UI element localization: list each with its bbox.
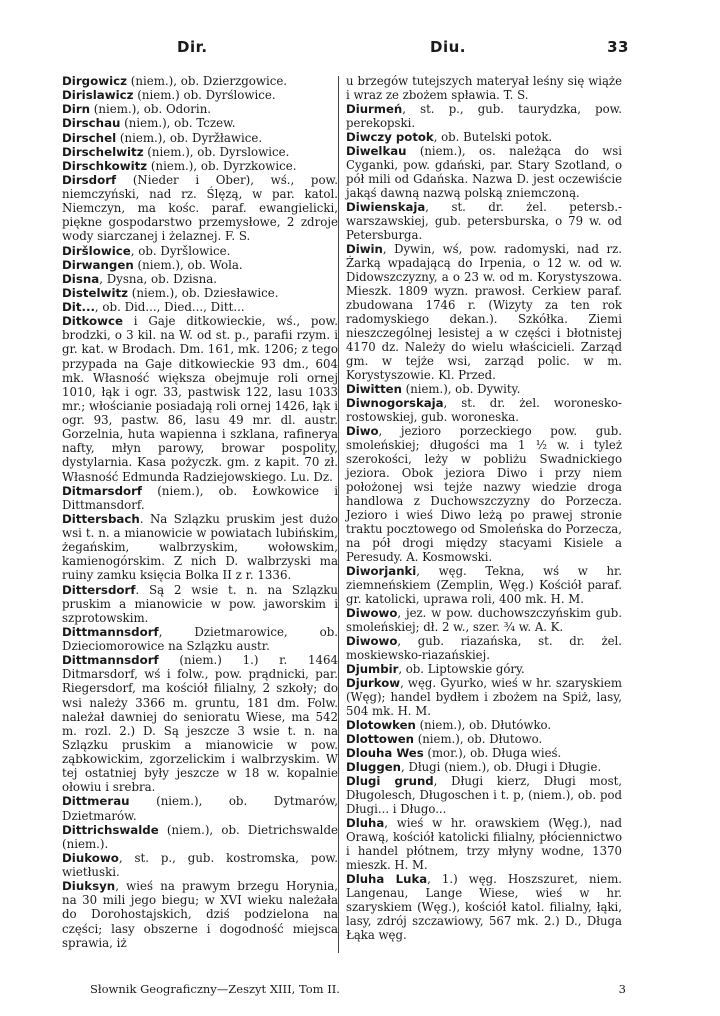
entry-body: (niem.), ob. Wola. <box>133 257 243 272</box>
entry-body: (niem.), ob. Łowkowice i Dittmansdorf. <box>62 483 338 512</box>
entry-headword: Diwo <box>346 424 379 438</box>
dictionary-entry <box>62 286 338 300</box>
entry-body: , ob. Liptowskie góry. <box>398 662 525 676</box>
entry-headword: Ditmarsdorf <box>62 483 143 498</box>
entry-body: . Na Szlązku pruskim jest dużo wsi t. n. a mianowicie w powiatach lubińskim, żegańskim, walbrzyskim, wołowskim, kamienogórskim. Z nich D. walbrzyski ma ruiny zamku księcia Bolka II z r. 1336. <box>62 511 338 583</box>
dictionary-entry <box>62 484 338 512</box>
entry-body: i Gaje ditkowieckie, wś., pow. brodzki, o 3 kil. na W. od st. p., parafii rzym. i gr. kat. w Brodach. Dm. 161, mk. 1206; z tego przypada na Gaje ditkowieckie 93 dm., 604 mk. Własność większa obejmuje roli ornej 1010, łąk i ogr. 33, pastwisk 122, lasu 1033 mr.; włościanie posiadają roli ornej 1426, łąk i ogr. 93, pastw. 86, lasu 49 mr. dl. austr. Gorzelnia, huta wapienna i szklana, rafinerya nafty, młyn parowy, browar pospolity, dystylarnia. Kasa pożyczk. gm. z kapit. 70 zł. Własność Edmunda Radziejowskiego. Lu. Dz. <box>62 314 338 484</box>
dictionary-entry <box>62 794 338 822</box>
entry-body: , st. p., gub. taurydzka, pow. perekopski. <box>346 102 622 130</box>
entry-headword: Diwin <box>346 242 383 256</box>
dictionary-entry <box>346 760 622 774</box>
entry-headword: Diurmeń <box>346 102 403 116</box>
entry-body: (niem.), ob. Dłutowo. <box>414 732 543 746</box>
dictionary-entry <box>62 300 338 314</box>
entry-headword: Diwelkau <box>346 144 407 158</box>
dictionary-entry <box>62 879 338 950</box>
dictionary-entry <box>346 396 622 424</box>
entry-headword: Dlotowken <box>346 718 416 732</box>
entry-body: (niem.), os. należąca do wsi Cyganki, pow. gdański, par. Stary Szotland, o pół mili od Gdańska. Nazwa D. jest oczewiście jakąś dawną nazwą polską zniemczoną. <box>346 144 622 200</box>
entry-body: , węg. Gyurko, wieś w hr. szaryskiem (Węg); handel bydłem i zbożem na Spiż, lasy, 504 mk. H. M. <box>346 676 622 718</box>
entry-headword: Diwowo <box>346 606 398 620</box>
dictionary-entry <box>62 74 338 88</box>
entry-body: , gub. riazańska, st. dr. żel. moskiewsko-riazańskiej. <box>346 634 622 662</box>
entry-headword: Dirwangen <box>62 257 134 272</box>
dictionary-entry <box>346 872 622 942</box>
entry-headword: Dirn <box>62 102 91 117</box>
entry-headword: Djumbir <box>346 662 399 676</box>
dictionary-entry <box>346 382 622 396</box>
entry-headword: Dluha <box>346 816 385 830</box>
dictionary-entry <box>346 676 622 718</box>
dictionary-entry <box>62 823 338 851</box>
entry-headword: Disna <box>62 271 100 286</box>
entry-headword: Dlouha Wes <box>346 746 424 760</box>
dictionary-entry <box>346 144 622 200</box>
entry-headword: Dlottowen <box>346 732 414 746</box>
entry-headword: Diworjanki <box>346 564 417 578</box>
dictionary-entry <box>62 173 338 244</box>
entry-body: (mor.), ob. Długa wieś. <box>423 746 562 760</box>
entry-headword: Dirgowicz <box>62 74 128 88</box>
entry-headword: Diwitten <box>346 382 402 396</box>
dictionary-entry <box>62 116 338 130</box>
dictionary-entry <box>62 131 338 145</box>
dictionary-entry <box>346 424 622 564</box>
entry-body: (niem.) 1.) r. 1464 Ditmarsdorf, wś i folw., pow. prądnicki, par. Riegersdorf, ma kościół filialny, 2 szkoły; do wsi należy 3366 m. gruntu, 181 dm. Folw. należał dawniej do senioratu Wiese, ma 542 m. rozl. 2.) D. Są jeszcze 3 wsie t. n. na Szlązku pruskim a mianowicie w pow. ząbkowickim, zgorzelickim i walbrzyskim. W tej ostatniej były jeszcze w 18 w. kopalnie ołowiu i srebra. <box>62 653 338 795</box>
page-number-top: 33 <box>607 38 629 56</box>
entry-body: u brzegów tutejszych materyał leśny się wiąże i wraz ze zbożem spławia. T. S. <box>346 74 622 102</box>
dictionary-entry <box>62 102 338 116</box>
entry-headword: Dittmannsdorf <box>62 624 159 639</box>
right-column <box>346 74 622 942</box>
entry-headword: Dittersbach <box>62 511 140 526</box>
entry-body: (niem.), ob. Dzierzgowice. <box>127 74 288 88</box>
entry-body: , Długi (niem.), ob. Długi i Długie. <box>401 760 602 774</box>
entry-body: , ob. Butelski potok. <box>433 130 553 144</box>
entry-headword: Dluha Luka <box>346 872 428 886</box>
entry-headword: Dittmerau <box>62 794 130 809</box>
dictionary-entry <box>346 774 622 816</box>
entry-body: , st. dr. żel. woronesko-rostowskiej, gub. woroneska. <box>346 396 622 424</box>
dictionary-entry <box>346 746 622 760</box>
entry-body: , jez. w pow. duchowszczyńskim gub. smoleńskiej; dł. 2 w., szer. ¾ w. A. K. <box>346 606 622 634</box>
dictionary-entry <box>62 244 338 258</box>
dictionary-entry <box>62 314 338 484</box>
dictionary-entry <box>346 102 622 130</box>
dictionary-entry <box>346 200 622 242</box>
entry-headword: Distelwitz <box>62 285 128 300</box>
running-head-center: Diu. <box>430 38 466 56</box>
dictionary-entry <box>62 88 338 102</box>
entry-body: (Nieder i Ober), wś., pow. niemczyński, nad rz. Ślęzą, w par. katol. Niemczyn, ma kośc. paraf. ewangielicki, piękne gospodarstwo przemysłowe, 2 zdroje wody siarczanej i żelaznej. F. S. <box>62 172 338 244</box>
column-divider <box>338 76 339 953</box>
entry-body: . Są 2 wsie t. n. na Szlązku pruskim a mianowicie w pow. jaworskim i szprotowskim. <box>62 582 338 625</box>
dictionary-entry <box>62 653 338 794</box>
entry-body: , 1.) węg. Hoszszuret, niem. Langenau, Lange Wiese, wieś w hr. szaryskiem (Węg.), kościół katol. filialny, łąki, lasy, zdrój szczawiowy, 567 mk. 2.) D., Długa Łąka węg. <box>346 872 623 942</box>
dictionary-entry <box>62 145 338 159</box>
footer-title: Słownik Geograficzny—Zeszyt XIII, Tom II. <box>90 982 340 996</box>
left-column <box>62 74 338 950</box>
entry-headword: Dlugi grund <box>346 774 434 788</box>
footer-page-number: 3 <box>618 982 626 996</box>
entry-headword: Dittmannsdorf <box>62 653 159 668</box>
dictionary-entry <box>346 718 622 732</box>
entry-headword: Dirislawicz <box>62 88 134 103</box>
entry-headword: Dirschau <box>62 116 121 131</box>
dictionary-entry <box>346 242 622 382</box>
entry-body: , Dysna, ob. Dzisna. <box>99 271 218 286</box>
dictionary-entry <box>62 272 338 286</box>
entry-headword: Diwowo <box>346 634 398 648</box>
entry-body: (niem.), ob. Dziesławice. <box>128 285 279 300</box>
entry-headword: Dirsdorf <box>62 172 117 187</box>
dictionary-entry <box>346 606 622 634</box>
dictionary-entry <box>62 625 338 653</box>
entry-body: , Dzietmarowice, ob. Dzieciomorowice na Szlązku austr. <box>62 624 338 653</box>
entry-body: (niem.), ob. Tczew. <box>120 116 236 131</box>
dictionary-entry <box>62 512 338 583</box>
dictionary-entry <box>62 258 338 272</box>
entry-headword: Diukowo <box>62 850 119 865</box>
entry-headword: Diwienskaja <box>346 200 426 214</box>
entry-headword: Dittersdorf <box>62 582 136 597</box>
entry-body: (niem.), ob. Dywity. <box>401 382 521 396</box>
dictionary-entry <box>62 159 338 173</box>
dictionary-entry <box>346 662 622 676</box>
entry-body: , ob. Dyršlowice. <box>130 243 231 258</box>
entry-body: (niem.), ob. Dietrichswalde (niem.). <box>62 822 338 851</box>
entry-headword: Diuksyn <box>62 879 116 894</box>
dictionary-entry <box>346 816 622 872</box>
entry-body: (niem.), ob. Dyrslowice. <box>143 144 290 159</box>
entry-headword: Dirschel <box>62 130 117 145</box>
entry-body: , st. p., gub. kostromska, pow. wietłuski. <box>62 850 338 879</box>
entry-headword: Djurkow <box>346 676 401 690</box>
entry-body: (niem.), ob. Dyrzkowice. <box>147 158 297 173</box>
entry-headword: Diwnogorskaja <box>346 396 444 410</box>
entry-body: , Dywin, wś, pow. radomyski, nad rz. Żarką wpadającą do Irpenia, o 12 w. od w. Didowszczyzny, a o 23 w. od m. Korystyszowa. Mieszk. 1809 wyzn. prawosł. Cerkiew paraf. zbudowana 1746 r. (Wizyty za ten rok radomyskiego dekan.). Szkółka. Ziemi nieszczególnej lesistej a w części i błotnistej 4170 dz. Należy do wielu właścicieli. Zarząd gm. w tejże wsi, zarząd polic. w m. Korystyszowie. Kl. Przed. <box>346 242 622 382</box>
entry-headword: Diwczy potok <box>346 130 434 144</box>
dictionary-entry <box>346 74 622 102</box>
entry-headword: Diršlowice <box>62 243 131 258</box>
dictionary-entry <box>346 130 622 144</box>
dictionary-entry <box>346 564 622 606</box>
entry-body: (niem.), ob. Dytmarów, Dzietmarów. <box>62 794 338 823</box>
entry-headword: Dirschkowitz <box>62 158 148 173</box>
entry-headword: Dluggen <box>346 760 402 774</box>
entry-body: , st. dr. żel. petersb.-warszawskiej, gub. petersburska, o 79 w. od Petersburga. <box>346 200 622 242</box>
entry-body: , Długi kierz, Długi most, Długolesch, Długoschen i t. p, (niem.), ob. pod Długi... i Długo... <box>346 774 622 816</box>
entry-body: , jezioro porzeckiego pow. gub. smoleńskiej; długości ma 1 ½ w. i tyleż szerokości, leży w pobliżu Swadnickiego jeziora. Obok jeziora Diwo i przy niem położonej wsi tejże nazwy wiedzie droga handlowa z Duchowszczyzny do Porzecza. Jezioro i wieś Diwo leżą po prawej stronie traktu pocztowego od Smoleńska do Porzecza, na pół drogi między stacyami Kisiele a Peresudy. A. Kosmowski. <box>346 424 622 564</box>
entry-body: (niem.), ob. Dłutówko. <box>415 718 552 732</box>
entry-body: , wieś w hr. orawskiem (Węg.), nad Orawą, kościół katolicki filialny, płóciennictwo i handel płótnem, trzy młyny wodne, 1370 mieszk. H. M. <box>346 816 622 872</box>
entry-body: (niem.), ob. Odorin. <box>90 102 212 117</box>
entry-body: (niem.), ob. Dyržławice. <box>116 130 263 145</box>
entry-body: , wieś na prawym brzegu Horynia, na 30 mili jego biegu; w XVI wieku należała do Dorohostajskich, dziś podzielona na części; lasy obszerne i dogodność miejsca sprawia, iż <box>62 879 338 950</box>
entry-headword: Ditkowce <box>62 314 124 329</box>
entry-headword: Dittrichswalde <box>62 822 159 837</box>
dictionary-entry <box>346 634 622 662</box>
dictionary-entry <box>62 583 338 625</box>
entry-headword: Dirschelwitz <box>62 144 144 159</box>
dictionary-entry <box>62 851 338 879</box>
entry-body: , ob. Did..., Died..., Ditt... <box>94 300 245 314</box>
entry-body: (niem.) ob. Dyrślowice. <box>133 88 276 103</box>
running-head-left: Dir. <box>177 38 208 56</box>
dictionary-entry <box>346 732 622 746</box>
entry-body: , węg. Tekna, wś w hr. ziemneńskiem (Zemplin, Węg.) Kościół paraf. gr. katolicki, uprawa roli, 400 mk. H. M. <box>346 564 622 606</box>
entry-headword: Dit... <box>62 300 95 314</box>
